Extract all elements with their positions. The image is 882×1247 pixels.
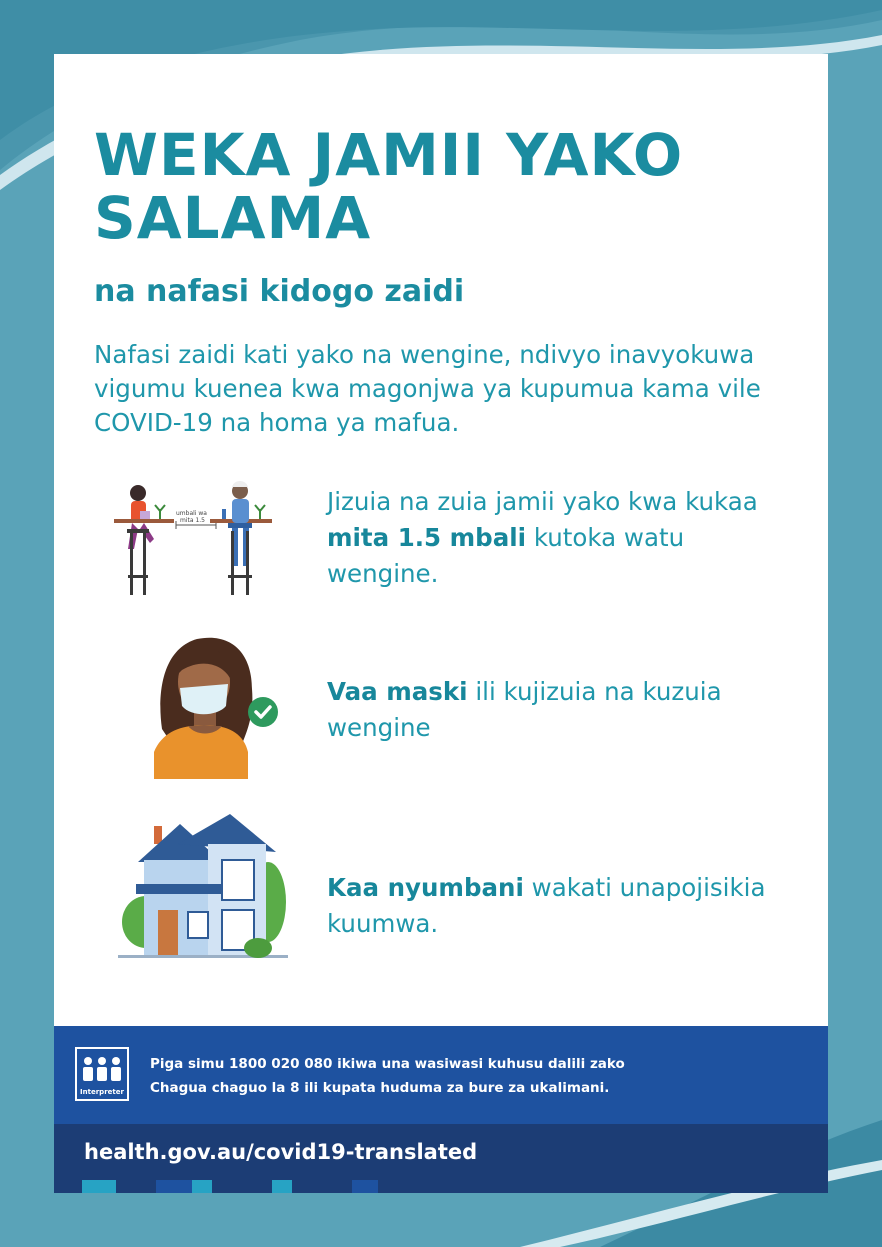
distancing-text-pre: Jizuia na zuia jamii yako kwa kukaa [327, 487, 758, 516]
website-link[interactable]: health.gov.au/covid19-translated [84, 1140, 478, 1164]
footer-color-stripe [54, 1180, 828, 1193]
distancing-text-post: kutoka watu wengine. [327, 523, 685, 588]
footer-url-bar [54, 1124, 828, 1180]
mask-text-bold: Vaa maski [327, 677, 468, 706]
social-distancing-illustration [110, 479, 282, 604]
footer-info-bar [54, 1026, 828, 1124]
poster-title: WEKA JAMII YAKO SALAMA [94, 121, 684, 252]
stay-home-text-bold: Kaa nyumbani [327, 873, 524, 902]
poster-subtitle: na nafasi kidogo zaidi [94, 274, 465, 309]
mask-text-post: ili kujizuia na kuzuia wengine [327, 677, 722, 742]
stay-home-text [327, 870, 797, 942]
distancing-text [327, 484, 797, 592]
footer-option-line: Chagua chaguo la 8 ili kupata huduma za bure za ukalimani. [150, 1080, 610, 1096]
footer-call-line: Piga simu 1800 020 080 ikiwa una wasiwasi kuhusu dalili zako [150, 1056, 625, 1072]
interpreter-label: Interpreter [80, 1088, 124, 1096]
interpreter-icon [77, 1053, 127, 1089]
intro-paragraph: Nafasi zaidi kati yako na wengine, ndivyo inavyokuwa vigumu kuenea kwa magonjwa ya kupumua kama vile COVID-19 na homa ya mafua. [94, 340, 761, 437]
house-illustration [118, 812, 288, 960]
stay-home-text-post: wakati unapojisikia kuumwa. [327, 873, 766, 938]
interpreter-badge [75, 1047, 129, 1101]
checkmark-icon [247, 696, 279, 728]
distancing-text-bold: mita 1.5 mbali [327, 523, 527, 552]
mask-text [327, 674, 797, 746]
poster-card [54, 54, 828, 1193]
distance-label-1: umbali wa [176, 510, 207, 517]
distance-label-2: mita 1.5 [180, 517, 205, 524]
